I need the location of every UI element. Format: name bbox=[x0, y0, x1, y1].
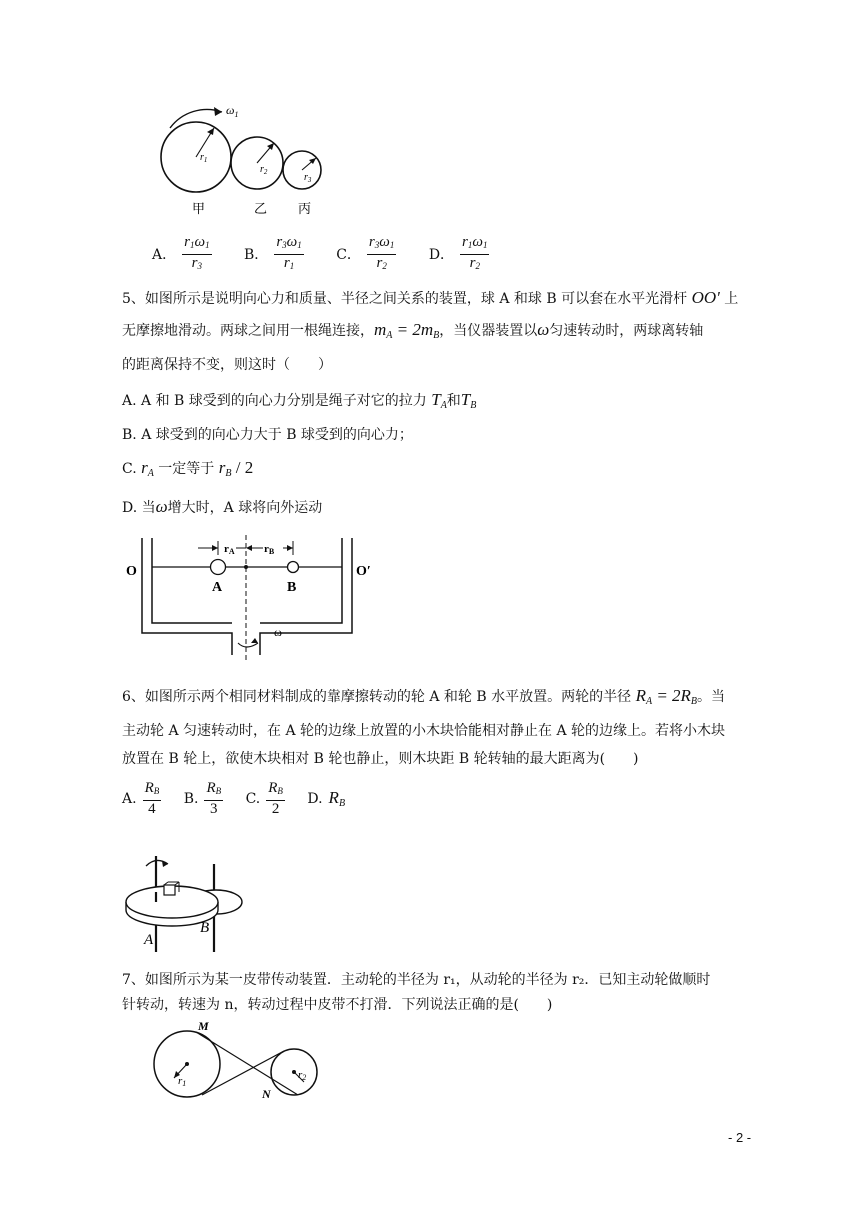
q4-option-c[interactable]: C． $\frac{r_3\omega_1}{r_2}$ bbox=[336, 234, 395, 271]
q6-option-a[interactable]: A. $\frac{R_B}{4}$ bbox=[122, 780, 160, 817]
label-b: B bbox=[200, 920, 210, 936]
arrowhead-icon bbox=[214, 107, 222, 116]
omega-label: ω bbox=[274, 625, 282, 639]
q5-line-1: 5、如图所示是说明向心力和质量、半径之间关系的装置，球 A 和球 B 可以套在水平光滑杆 OO' 上 bbox=[122, 288, 739, 307]
ball-b bbox=[288, 562, 299, 573]
q6-option-b[interactable]: B. $\frac{R_B}{3}$ bbox=[183, 780, 222, 817]
rod-apparatus-figure bbox=[120, 535, 380, 663]
q6-option-d[interactable]: D. $R_B$ bbox=[307, 788, 346, 809]
q6-option-c[interactable]: C. $\frac{R_B}{2}$ bbox=[245, 780, 283, 817]
q4-option-b[interactable]: B． $\frac{r_3\omega_1}{r_1}$ bbox=[244, 234, 302, 271]
label-ra: rA bbox=[224, 543, 235, 556]
q5-option-c[interactable]: C. $r_A$ 一定等于 $r_B / 2$ bbox=[122, 458, 254, 479]
rotation-arrow-icon bbox=[170, 109, 222, 128]
belt-drive-figure bbox=[150, 1018, 330, 1102]
friction-wheels-figure bbox=[122, 852, 252, 954]
rotation-arrow-icon bbox=[238, 643, 258, 647]
label-a: A bbox=[212, 580, 223, 595]
r1-label: r1 bbox=[178, 1075, 187, 1088]
page-number: - 2 - bbox=[728, 1130, 752, 1145]
label-b: B bbox=[287, 580, 297, 595]
label-n: N bbox=[262, 1087, 271, 1101]
label-jia: 甲 bbox=[192, 201, 206, 216]
q7-line-1: 7、如图所示为某一皮带传动装置．主动轮的半径为 r₁，从动轮的半径为 r₂．已知主动轮做顺时 bbox=[122, 972, 711, 988]
gear-train-figure bbox=[150, 98, 340, 220]
q6-line-3: 放置在 B 轮上，欲使木块相对 B 轮也静止，则木块距 B 轮转轴的最大距离为( ) bbox=[122, 751, 639, 767]
label-a: A bbox=[144, 932, 154, 948]
q6-line-2: 主动轮 A 匀速转动时，在 A 轮的边缘上放置的小木块恰能相对静止在 A 轮的边缘上。若将小木块 bbox=[122, 723, 726, 739]
q7-line-2: 针转动，转速为 n，转动过程中皮带不打滑．下列说法正确的是( ) bbox=[122, 997, 553, 1013]
r2-label: r2 bbox=[298, 1069, 307, 1082]
label-m: M bbox=[198, 1019, 209, 1033]
r1-label: $r_1$ bbox=[200, 152, 208, 164]
ball-a bbox=[211, 560, 226, 575]
label-o: O bbox=[126, 564, 137, 579]
q6-options bbox=[122, 780, 373, 818]
omega-label: $\omega_1$ bbox=[226, 103, 239, 119]
q4-option-d[interactable]: D． $\frac{r_1\omega_1}{r_2}$ bbox=[428, 234, 488, 271]
q6-line-1: 6、如图所示两个相同材料制成的靠摩擦转动的轮 A 和轮 B 水平放置。两轮的半径 $R_A = 2R_B$。当 bbox=[122, 686, 726, 707]
q4-options bbox=[152, 234, 517, 275]
label-o-prime: O′ bbox=[356, 564, 371, 579]
r2-label: $r_2$ bbox=[260, 164, 268, 176]
q5-option-b[interactable]: B. A 球受到的向心力大于 B 球受到的向心力； bbox=[122, 427, 413, 443]
wooden-block bbox=[164, 885, 175, 895]
label-bing: 丙 bbox=[298, 201, 312, 216]
q5-option-a[interactable]: A. A 和 B 球受到的向心力分别是绳子对它的拉力 $T_A$和$T_B$ bbox=[122, 390, 477, 411]
q5-line-2: 无摩擦地滑动。两球之间用一根绳连接，$m_A = 2m_B$，当仪器装置以ω匀速转动时，两球离转轴 bbox=[122, 320, 704, 341]
r3-label: $r_3$ bbox=[304, 172, 312, 184]
label-rb: rB bbox=[264, 543, 275, 556]
q4-option-a[interactable]: A． $\frac{r_1\omega_1}{r_3}$ bbox=[152, 234, 210, 271]
q5-line-3: 的距离保持不变，则这时（ ） bbox=[122, 357, 332, 373]
q5-option-d[interactable]: D. 当ω增大时，A 球将向外运动 bbox=[122, 497, 323, 516]
label-yi: 乙 bbox=[254, 201, 268, 216]
